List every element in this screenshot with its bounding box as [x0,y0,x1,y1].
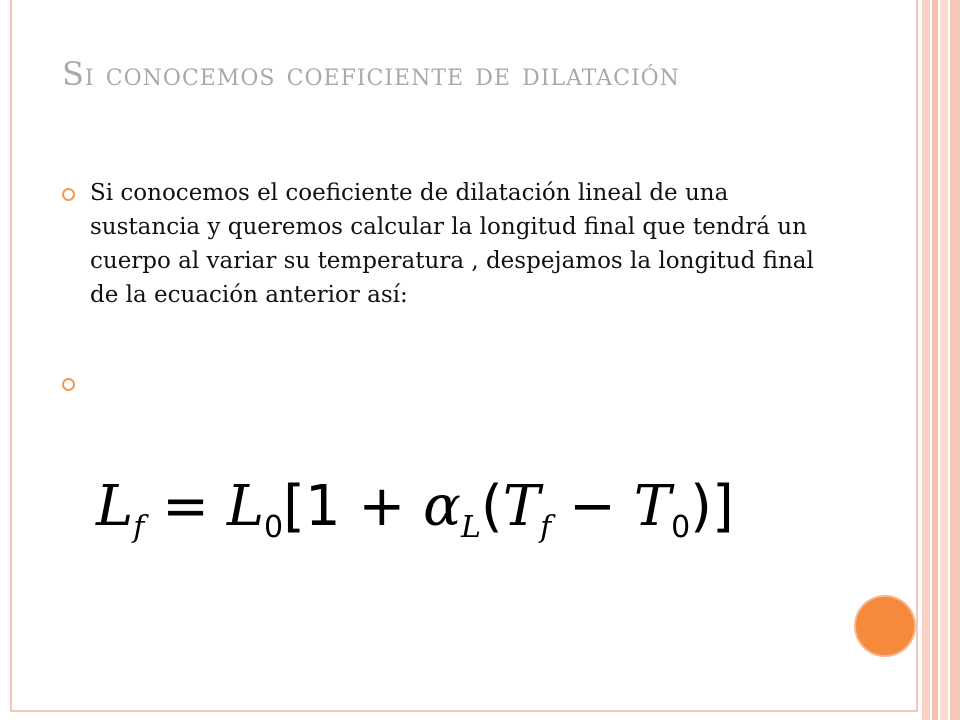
eq-operator: [1 + [283,474,424,539]
slide-title: Si conocemos coeficiente de dilatación [62,55,680,93]
eq-subscript: 0 [671,510,691,546]
eq-subscript: 0 [264,510,284,546]
bullet-dot-icon [62,378,75,391]
bullet-dot-icon [62,188,75,201]
eq-symbol: T [633,474,672,539]
eq-subscript: f [540,510,552,546]
decor-stripe [940,0,948,720]
eq-subscript: f [133,510,145,546]
eq-symbol: T [502,474,541,539]
eq-operator: − [551,474,634,539]
decor-stripe [922,0,930,720]
bullet-text: Si conocemos el coeficiente de dilatación lineal de una sustancia y queremos calcular la longitud final que tendrá un cuerpo al variar su temperatura , despejamos la longitud final de la ecuación anterior así: [90,180,814,308]
eq-operator: ( [480,474,503,539]
bullet-item [62,176,842,312]
decor-stripe [932,0,938,720]
eq-operator: = [144,474,227,539]
bullet-item [62,366,842,400]
decor-stripe [950,0,960,720]
eq-operator: )] [690,474,734,539]
equation-formula [96,474,734,545]
eq-subscript: L [460,510,481,546]
decor-circle [856,597,914,655]
eq-symbol: α [423,474,461,539]
eq-symbol: L [96,474,134,539]
bullet-list [62,176,842,400]
eq-symbol: L [226,474,265,539]
